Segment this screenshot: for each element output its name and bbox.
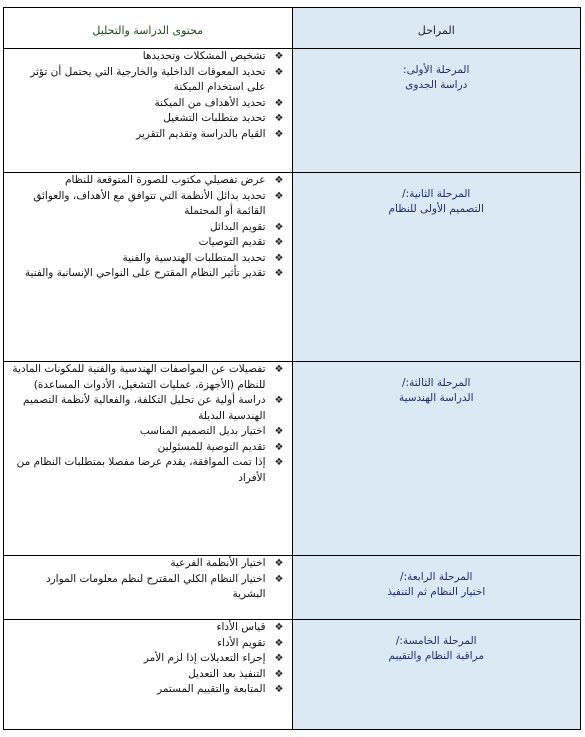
list-item-text: تحديد متطلبات التشغيل	[163, 112, 266, 124]
stage-label	[293, 187, 581, 217]
list-item-text: تقويم البدائل	[210, 220, 266, 233]
diamond-bullet-icon: ❖	[274, 175, 284, 186]
stage-name: التصميم الأولى للنظام	[388, 203, 484, 215]
list-item-text: تحديد بدائل الأنظمة التي تتوافق مع الأهداف، والعوائق القائمة أو المحتملة	[33, 189, 266, 217]
stage-row	[4, 620, 581, 730]
diamond-bullet-icon: ❖	[274, 190, 284, 202]
list-item-text: اختيار النظام الكلي المقترح لنظم معلومات الموارد البشرية	[45, 572, 266, 600]
list-item-text: تقديم التوصية للمسئولين	[157, 440, 266, 453]
stages-header-cell	[292, 8, 581, 49]
list-item	[10, 173, 284, 189]
list-item	[10, 189, 284, 220]
list-item	[10, 127, 284, 143]
list-item	[10, 667, 284, 683]
list-item-text: تحديد المعوقات الداخلية والخارجية التي يحتمل أن تؤثر على استخدام الميكنة	[30, 65, 266, 93]
diamond-bullet-icon: ❖	[274, 573, 284, 585]
stage-title: المرحلة الأولى:	[403, 64, 470, 76]
list-item	[10, 682, 284, 698]
diamond-bullet-icon: ❖	[274, 668, 284, 680]
stage-row	[4, 362, 581, 556]
diamond-bullet-icon: ❖	[274, 684, 284, 695]
stage-label	[293, 570, 581, 600]
items-list	[4, 49, 292, 142]
list-item	[10, 556, 284, 572]
diamond-bullet-icon: ❖	[274, 252, 284, 264]
items-list	[4, 362, 292, 486]
list-item	[10, 455, 284, 486]
list-item-text: دراسة أولية عن تحليل التكلفة، والفعالية لأنظمة التصميم الهندسية البديلة	[23, 394, 266, 422]
list-item-text: اختيار بديل التصميم المناسب	[139, 425, 266, 437]
stage-cell	[292, 173, 581, 362]
list-item	[10, 49, 284, 65]
content-header: محتوى الدراسة والتحليل	[92, 23, 204, 37]
diamond-bullet-icon: ❖	[274, 66, 284, 78]
list-item	[10, 96, 284, 112]
diamond-bullet-icon: ❖	[274, 221, 284, 233]
stage-title: المرحلة الرابعة:/	[400, 571, 473, 583]
diamond-bullet-icon: ❖	[274, 128, 284, 140]
list-item-text: قياس الأداء	[216, 621, 266, 633]
stage-name: دراسة الجدوى	[405, 79, 468, 91]
items-list	[4, 620, 292, 698]
list-item-text: اختيار الأنظمة الفرعية	[170, 557, 266, 569]
diamond-bullet-icon: ❖	[274, 237, 284, 248]
list-item	[10, 251, 284, 267]
list-item	[10, 235, 284, 251]
stage-name: الدراسة الهندسية	[398, 392, 474, 404]
diamond-bullet-icon: ❖	[274, 653, 284, 664]
list-item-text: تحديد المتطلبات الهندسية والفنية	[122, 251, 266, 264]
diamond-bullet-icon: ❖	[274, 395, 284, 406]
diamond-bullet-icon: ❖	[274, 97, 284, 109]
list-item	[10, 424, 284, 440]
list-item-text: تحديد الأهداف من الميكنة	[154, 96, 266, 109]
list-item	[10, 266, 284, 282]
diamond-bullet-icon: ❖	[274, 441, 284, 453]
stage-cell	[292, 556, 581, 620]
content-header-cell	[4, 8, 293, 49]
list-item-text: عرض تفصيلي مكتوب للصورة المتوقعة للنظام	[64, 174, 266, 186]
content-cell	[4, 362, 293, 556]
content-cell	[4, 173, 293, 362]
content-cell	[4, 556, 293, 620]
list-item-text: القيام بالدراسة وتقديم التقرير	[136, 127, 266, 140]
list-item	[10, 620, 284, 636]
list-item-text: المتابعة والتقييم المستمر	[157, 683, 266, 695]
stage-name: مراقبة النظام والتقييم	[388, 650, 484, 662]
content-cell	[4, 620, 293, 730]
diamond-bullet-icon: ❖	[274, 457, 284, 468]
list-item	[10, 111, 284, 127]
list-item	[10, 220, 284, 236]
list-item	[10, 651, 284, 667]
list-item-text: تفصيلات عن المواصفات الهندسية والفنية للمكونات المادية للنظام (الأجهزة، عمليات التشغيل، الأدوات المساعدة)	[12, 363, 266, 391]
stage-cell	[292, 362, 581, 556]
diamond-bullet-icon: ❖	[274, 113, 284, 124]
stage-row	[4, 49, 581, 173]
list-item	[10, 362, 284, 393]
list-item	[10, 393, 284, 424]
stage-name: اختيار النظام ثم التنفيذ	[387, 586, 486, 598]
stage-row	[4, 173, 581, 362]
stage-title: المرحلة الثالثة:/	[402, 377, 471, 389]
list-item	[10, 65, 284, 96]
diamond-bullet-icon: ❖	[274, 622, 284, 633]
items-list	[4, 173, 292, 282]
stage-title: المرحلة الخامسة:/	[395, 635, 477, 647]
stages-header: المراحل	[417, 23, 455, 37]
list-item-text: تقديم التوصيات	[198, 236, 266, 248]
stage-label	[293, 376, 581, 406]
stage-cell	[292, 49, 581, 173]
content-cell	[4, 49, 293, 173]
diamond-bullet-icon: ❖	[274, 51, 284, 62]
diamond-bullet-icon: ❖	[274, 637, 284, 649]
diamond-bullet-icon: ❖	[274, 558, 284, 569]
list-item-text: التنفيذ بعد التعديل	[188, 667, 266, 680]
list-item	[10, 636, 284, 652]
stage-cell	[292, 620, 581, 730]
header-row	[4, 8, 581, 49]
list-item-text: تقدير تأثير النظام المقترح على النواحي الإنسانية والفنية	[24, 267, 266, 279]
stage-label	[293, 634, 581, 664]
list-item-text: إجراء التعديلات إذا لزم الأمر	[143, 652, 266, 664]
stage-label	[293, 63, 581, 93]
diamond-bullet-icon: ❖	[274, 268, 284, 279]
list-item-text: تقويم الأداء	[217, 636, 266, 649]
diamond-bullet-icon: ❖	[274, 364, 284, 375]
items-list	[4, 556, 292, 603]
stage-title: المرحلة الثانية:/	[402, 188, 471, 200]
stages-table	[3, 7, 581, 730]
diamond-bullet-icon: ❖	[274, 426, 284, 437]
stage-row	[4, 556, 581, 620]
list-item	[10, 572, 284, 603]
list-item	[10, 440, 284, 456]
list-item-text: إذا تمت الموافقة، يقدم عرضا مفصلا بمتطلبات النظام من الأفراد	[16, 456, 266, 484]
list-item-text: تشخيص المشكلات وتحديدها	[142, 50, 266, 62]
